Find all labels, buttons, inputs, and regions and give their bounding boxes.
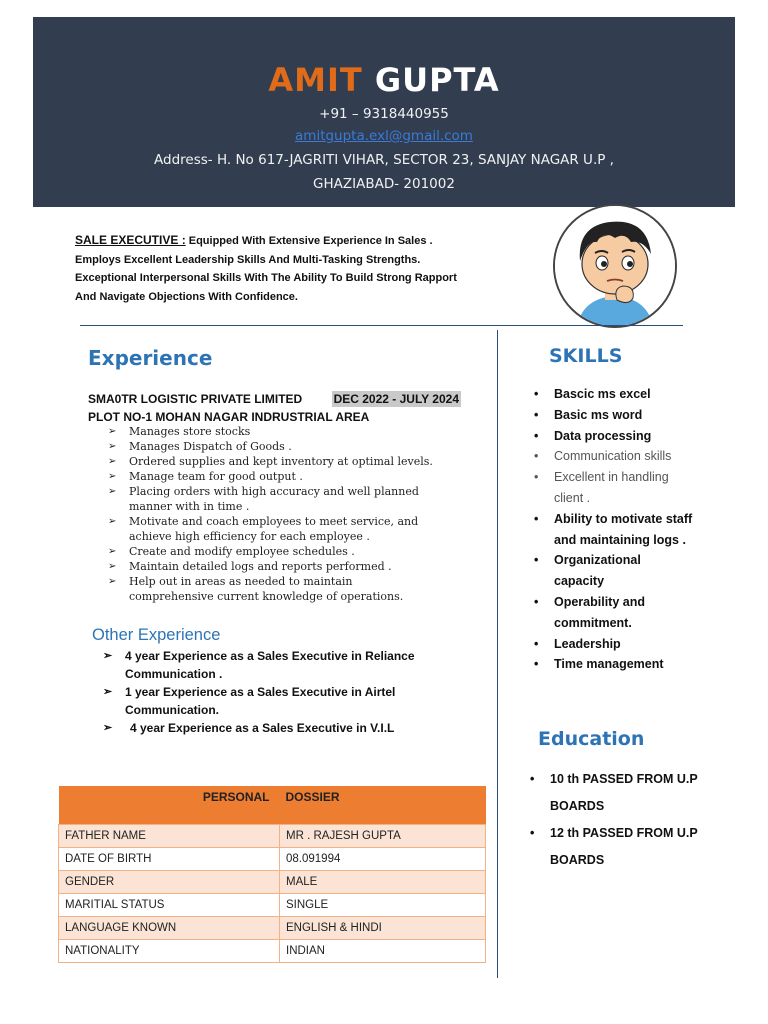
skill-item xyxy=(534,550,694,592)
dossier-field-value: MR . RAJESH GUPTA xyxy=(280,825,486,848)
phone-number: +91 – 9318440955 xyxy=(319,106,449,122)
skills-heading: SKILLS xyxy=(549,345,623,367)
skill-item xyxy=(534,467,694,509)
skill-item xyxy=(534,426,694,447)
dossier-field-label: LANGUAGE KNOWN xyxy=(59,917,280,940)
resume-header xyxy=(33,17,735,207)
dot-bullet-icon: • xyxy=(534,636,539,651)
dot-bullet-icon: • xyxy=(530,826,535,840)
duty-item-text: Manages store stocks xyxy=(129,425,251,438)
skill-item xyxy=(534,384,694,405)
other-experience-item xyxy=(103,684,443,719)
skill-item xyxy=(534,446,694,467)
duties-list xyxy=(108,424,438,604)
summary-text: Equipped With Extensive Experience In Sales . Employs Excellent Leadership Skills And Multi-Tasking Strengths. Exceptional Interpersonal Skills With The Ability To Build Strong Rapport And Navigate Objections With Confidence. xyxy=(75,235,457,303)
dossier-row xyxy=(59,894,486,917)
company-name: SMA0TR LOGISTIC PRIVATE LIMITED xyxy=(88,392,303,406)
duty-item-text: Manage team for good output . xyxy=(129,470,303,483)
education-heading: Education xyxy=(538,728,645,750)
duty-item xyxy=(108,424,438,439)
dossier-row xyxy=(59,940,486,963)
other-experience-list xyxy=(103,648,443,739)
other-experience-item xyxy=(103,648,443,683)
other-experience-heading: Other Experience xyxy=(92,626,221,644)
dot-bullet-icon: • xyxy=(534,594,539,609)
skill-item xyxy=(534,592,694,634)
skill-item-text: Ability to motivate staff and maintaining logs . xyxy=(554,511,693,547)
dot-bullet-icon: • xyxy=(534,511,539,526)
arrow-bullet-icon: ➢ xyxy=(108,471,117,482)
other-experience-item-text: 1 year Experience as a Sales Executive in Airtel Communication. xyxy=(125,685,396,717)
skill-item-text: Leadership xyxy=(554,636,621,651)
skills-list xyxy=(534,384,694,675)
arrow-bullet-icon: ➢ xyxy=(108,456,117,467)
address-line-1: Address- H. No 617-JAGRITI VIHAR, SECTOR 23, SANJAY NAGAR U.P , xyxy=(154,152,614,168)
duty-item xyxy=(108,574,438,604)
education-item-text: 10 th PASSED FROM U.P BOARDS xyxy=(550,772,698,813)
employment-dates: DEC 2022 - JULY 2024 xyxy=(333,392,459,406)
first-name: AMIT xyxy=(268,61,363,99)
skill-item-text: Basic ms word xyxy=(554,407,643,422)
address-line-2: GHAZIABAD- 201002 xyxy=(313,176,455,192)
skill-item-text: Communication skills xyxy=(554,449,672,464)
other-experience-item-text: 4 year Experience as a Sales Executive in Reliance Communication . xyxy=(125,649,415,681)
skill-item xyxy=(534,654,694,675)
duty-item xyxy=(108,439,438,454)
dot-bullet-icon: • xyxy=(534,657,539,672)
section-divider xyxy=(80,325,683,326)
duty-item xyxy=(108,559,438,574)
column-divider xyxy=(497,330,498,978)
dossier-row xyxy=(59,917,486,940)
dossier-field-value: SINGLE xyxy=(280,894,486,917)
dossier-heading-left: PERSONAL xyxy=(59,786,280,825)
skill-item-text: Data processing xyxy=(554,428,652,443)
skill-item-text: Time management xyxy=(554,657,664,672)
dossier-field-value: INDIAN xyxy=(280,940,486,963)
dossier-field-label: FATHER NAME xyxy=(59,825,280,848)
dossier-field-label: MARITIAL STATUS xyxy=(59,894,280,917)
arrow-bullet-icon: ➢ xyxy=(108,576,117,587)
arrow-bullet-icon: ➢ xyxy=(108,426,117,437)
arrow-bullet-icon: ➢ xyxy=(108,486,117,497)
dot-bullet-icon: • xyxy=(530,772,535,786)
email-link[interactable]: amitgupta.exl@gmail.com xyxy=(295,128,473,144)
dossier-field-value: ENGLISH & HINDI xyxy=(280,917,486,940)
dossier-field-value: 08.091994 xyxy=(280,848,486,871)
duty-item-text: Help out in areas as needed to maintain comprehensive current knowledge of operations. xyxy=(129,575,404,603)
arrow-bullet-icon: ➢ xyxy=(103,686,113,698)
duty-item xyxy=(108,469,438,484)
skill-item-text: Excellent in handling client . xyxy=(554,470,669,505)
skill-item xyxy=(534,405,694,426)
dossier-field-label: GENDER xyxy=(59,871,280,894)
arrow-bullet-icon: ➢ xyxy=(103,722,113,734)
experience-heading: Experience xyxy=(88,346,213,370)
personal-dossier-table xyxy=(58,786,486,963)
company-address: PLOT NO-1 MOHAN NAGAR INDRUSTRIAL AREA xyxy=(88,410,370,424)
dossier-field-label: DATE OF BIRTH xyxy=(59,848,280,871)
dot-bullet-icon: • xyxy=(534,449,539,464)
skill-item-text: Organizational capacity xyxy=(554,553,641,589)
duty-item xyxy=(108,484,438,514)
arrow-bullet-icon: ➢ xyxy=(108,561,117,572)
duty-item xyxy=(108,514,438,544)
other-experience-item xyxy=(103,720,443,738)
dot-bullet-icon: • xyxy=(534,428,539,443)
candidate-name xyxy=(33,61,735,99)
arrow-bullet-icon: ➢ xyxy=(108,441,117,452)
duty-item-text: Maintain detailed logs and reports performed . xyxy=(129,560,392,573)
dot-bullet-icon: • xyxy=(534,407,539,422)
education-list xyxy=(530,766,700,874)
duty-item-text: Create and modify employee schedules . xyxy=(129,545,355,558)
other-experience-item-text: 4 year Experience as a Sales Executive in V.I.L xyxy=(130,721,395,735)
professional-summary xyxy=(75,231,475,306)
duty-item xyxy=(108,454,438,469)
dot-bullet-icon: • xyxy=(534,387,539,401)
dossier-row xyxy=(59,871,486,894)
skill-item xyxy=(534,509,694,551)
dot-bullet-icon: • xyxy=(534,553,539,568)
arrow-bullet-icon: ➢ xyxy=(108,546,117,557)
dossier-row xyxy=(59,848,486,871)
dot-bullet-icon: • xyxy=(534,470,539,485)
duty-item-text: Manages Dispatch of Goods . xyxy=(129,440,292,453)
duty-item-text: Placing orders with high accuracy and well planned manner with in time . xyxy=(129,485,419,513)
education-item-text: 12 th PASSED FROM U.P BOARDS xyxy=(550,826,698,867)
skill-item xyxy=(534,634,694,655)
duty-item-text: Ordered supplies and kept inventory at optimal levels. xyxy=(129,455,433,468)
dossier-row xyxy=(59,825,486,848)
summary-title: SALE EXECUTIVE : xyxy=(75,233,186,247)
dossier-heading-right: DOSSIER xyxy=(280,786,486,825)
skill-item-text: Bascic ms excel xyxy=(554,387,651,401)
arrow-bullet-icon: ➢ xyxy=(103,650,113,662)
dossier-field-label: NATIONALITY xyxy=(59,940,280,963)
education-item xyxy=(530,820,700,874)
company-block xyxy=(88,390,461,426)
skill-item-text: Operability and commitment. xyxy=(554,594,645,630)
duty-item xyxy=(108,544,438,559)
education-item xyxy=(530,766,700,820)
dossier-field-value: MALE xyxy=(280,871,486,894)
arrow-bullet-icon: ➢ xyxy=(108,516,117,527)
duty-item-text: Motivate and coach employees to meet service, and achieve high efficiency for each employee . xyxy=(129,515,419,543)
last-name: GUPTA xyxy=(374,61,500,99)
profile-avatar-icon xyxy=(553,204,677,328)
